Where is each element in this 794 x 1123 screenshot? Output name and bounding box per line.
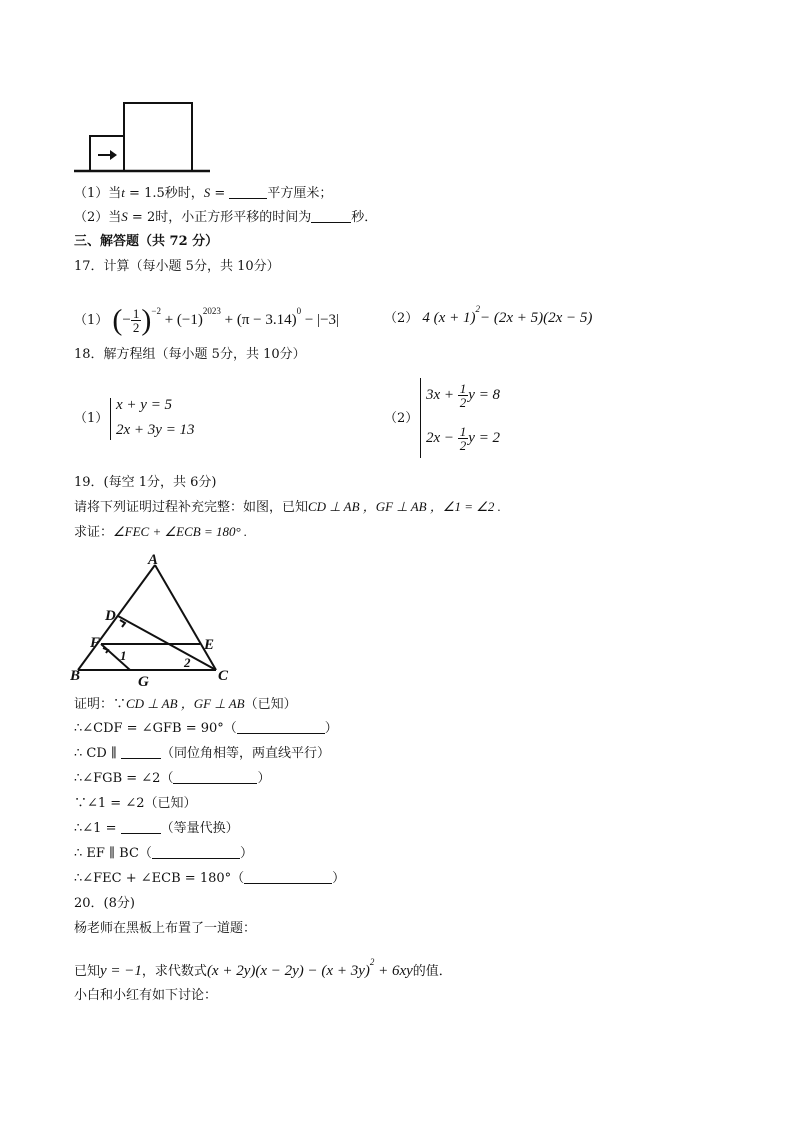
- label-B: B: [70, 668, 81, 684]
- proof-line-1: 证明：∵CD ⊥ AB ，GF ⊥ AB（已知）: [74, 696, 297, 712]
- answer-blank[interactable]: [311, 209, 351, 223]
- label-D: D: [105, 608, 116, 624]
- q17-heading: 17．计算（每小题 5分，共 10分）: [74, 259, 280, 274]
- proof-line-8: ∴∠FEC + ∠ECB = 180°（ ）: [74, 871, 346, 886]
- q20-problem: 已知y = −1，求代数式$(x + 2y)(x - 2y) - (x + 3y)^2 + 6xy$的值．: [74, 957, 452, 979]
- answer-blank[interactable]: [121, 820, 161, 834]
- proof-line-7: ∴ EF ∥ BC（ ）: [74, 846, 253, 861]
- q18-label-1: （1）: [74, 411, 109, 426]
- q17-part1: （1） (− $\frac{1}{2}$ )$^{-2} + (-1)^{2023} + (\pi - 3.14)^0 - |-3|$: [74, 303, 340, 337]
- label-angle-2: 2: [184, 655, 191, 670]
- answer-blank[interactable]: [244, 870, 332, 884]
- proof-line-2: ∴∠CDF = ∠GFB = 90°（ ）: [74, 721, 338, 736]
- q19-given: 请将下列证明过程补充完整：如图，已知CD ⊥ AB ，GF ⊥ AB ，∠1 = ∠2 .: [74, 499, 501, 515]
- q17-part2: （2） 4 $(x + 1)^2- (2x + 5)(2x - 5)$: [384, 304, 593, 326]
- square-translation-figure: [70, 98, 230, 176]
- section-3-heading: 三、解答题（共 72 分）: [74, 234, 219, 249]
- large-square: [124, 103, 192, 171]
- q18-1-eq2: 2x + 3y = 13: [116, 422, 195, 438]
- label-E: E: [204, 637, 215, 653]
- q18-label-2: （2）: [384, 411, 419, 426]
- system-brace: [110, 398, 111, 440]
- small-square: [90, 136, 124, 171]
- system-brace: [420, 378, 421, 458]
- arrow-right-icon: [98, 150, 117, 160]
- proof-line-6: ∴∠1 = （等量代换）: [74, 821, 239, 836]
- q16-part2: （2）当S = 2时，小正方形平移的时间为 秒．: [74, 209, 378, 225]
- q16-part1: （1）当t = 1.5秒时，S = 平方厘米；: [74, 185, 333, 201]
- label-G: G: [138, 674, 149, 690]
- proof-line-4: ∴∠FGB = ∠2（ ）: [74, 771, 271, 786]
- proof-line-3: ∴ CD ∥ （同位角相等，两直线平行）: [74, 746, 331, 761]
- q20-intro: 杨老师在黑板上布置了一道题：: [74, 921, 257, 936]
- answer-blank[interactable]: [152, 845, 240, 859]
- label-A: A: [148, 552, 159, 568]
- triangle-figure: [70, 550, 240, 690]
- q18-1-eq1: x + y = 5: [116, 397, 173, 413]
- q18-heading: 18．解方程组（每小题 5分，共 10分）: [74, 347, 306, 362]
- q18-2-eq1: 3x + $\frac{1}{2}$ y = 8: [426, 381, 501, 411]
- label-C: C: [218, 668, 229, 684]
- q19-heading: 19．(每空 1分，共 6分): [74, 475, 217, 490]
- proof-line-5: ∵∠1 = ∠2（已知）: [74, 796, 197, 811]
- q19-prove: 求证：∠FEC + ∠ECB = 180° .: [74, 524, 248, 540]
- label-angle-1: 1: [120, 648, 127, 663]
- answer-blank[interactable]: [229, 185, 267, 199]
- answer-blank[interactable]: [121, 745, 161, 759]
- answer-blank[interactable]: [237, 720, 325, 734]
- q20-discussion: 小白和小红有如下讨论：: [74, 988, 218, 1003]
- label-F: F: [90, 635, 101, 651]
- q20-heading: 20．(8分): [74, 896, 135, 911]
- q18-2-eq2: 2x − $\frac{1}{2}$ y = 2: [426, 424, 501, 454]
- answer-blank[interactable]: [173, 770, 257, 784]
